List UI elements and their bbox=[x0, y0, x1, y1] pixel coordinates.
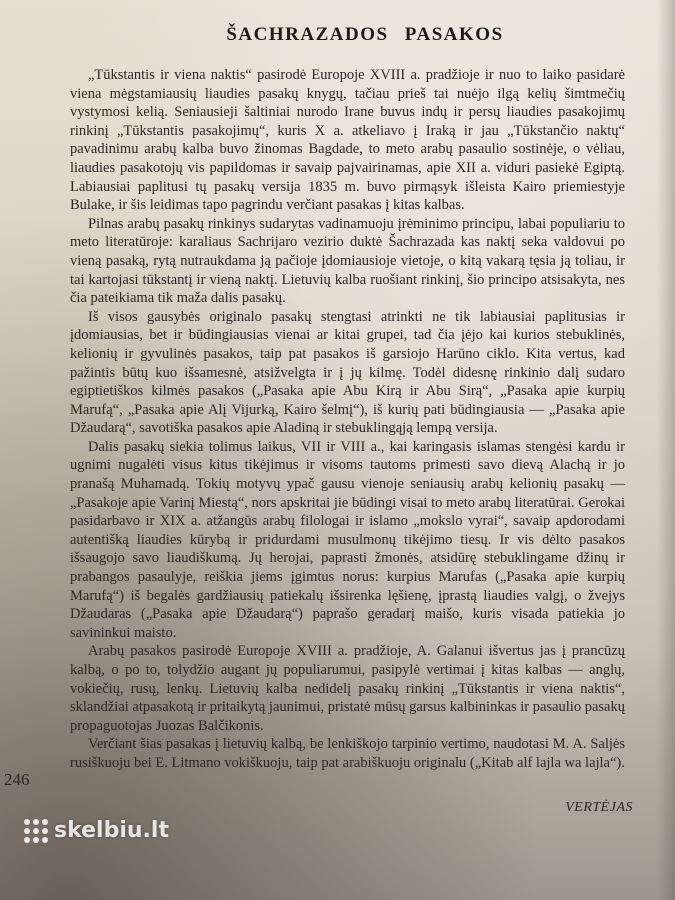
page-title: ŠACHRAZADOS PASAKOS bbox=[226, 24, 504, 45]
paragraph-1: „Tūkstantis ir viena naktis“ pasirodė Europoje XVIII a. pradžioje ir nuo to laiko pasidarė viena mėgstamiausių liaudies pasakų knygų, tačiau prieš tai nuėjo ilgą kelių šimtmečių vystymosi kelią. Seniausieji šaltiniai nurodo Irane buvus indų ir persų liaudies pasakojimų rinkinį „Tūkstantis pasakojimų“, kuris X a. atkeliavo į Iraką ir jau „Tūkstančio naktų“ pavadinimu arabų kalba buvo žinomas Bagdade, to meto arabų pasaulio sostinėje, o vėliau, liaudies pasakotojų vis papildomas ir savaip pajvairinamas, apie XII a. viduri pasiekė Egiptą. Labiausiai paplitusi tų pasakų versija 1835 m. buvo pirmąsyk išleista Kairo priemiestyje Bulake, ir šis leidimas tapo pagrindu verčiant pasakas į kitas kalbas. bbox=[70, 67, 625, 214]
translator-signature: VERTĖJAS bbox=[565, 800, 633, 815]
paragraph-5: Arabų pasakos pasirodė Europoje XVIII a. pradžioje, A. Galanui išvertus jas į prancūzų kalbą, o po to, tolydžio augant jų populiarumui, pasipylė vertimai į kitas kalbas — anglų, vokiečių, rusų, lenkų. Lietuvių kalba nedidelį pasakų rinkinį „Tūkstantis ir viena naktis“, sklandžiai atpasakotą ir pritaikytą jaunimui, pristatė mūsų garsus kalbininkas ir pasaulio pasakų propaguotojas Juozas Balčikonis. bbox=[70, 643, 625, 734]
page-edge-shadow bbox=[657, 0, 675, 900]
paragraph-3: Iš visos gausybės originalo pasakų stengtasi atrinkti ne tik labiausiai paplitusias ir įdomiausias, bet ir būdingiausias vienai ar kitai grupei, tad čia įėjo kai kurios stebuklinės, kelionių ir gyvulinės pasakos, taip pat pasakos iš garsiojo Harūno ciklo. Kita vertus, kad pažintis būtų kuo išsamesnė, atsižvelgta ir į jų kilmę. Todėl didesnę rinkinio dalį sudaro egiptietiškos kilmės pasakos („Pasaka apie Abu Kirą ir Abu Sirą“, „Pasaka apie kurpių Marufą“, „Pasaka apie Alį Vijurką, Kairo šelmį“), iš kurių pati būdingiausia — „Pasaka apie Džaudarą“, savotiška pasakos apie Aladiną ir stebuklingąją lempą versija. bbox=[70, 308, 625, 437]
page-number: 246 bbox=[4, 770, 30, 789]
site-watermark bbox=[24, 818, 169, 843]
watermark-text: skelbiu.lt bbox=[54, 818, 169, 843]
paragraph-6: Verčiant šias pasakas į lietuvių kalbą, be lenkiškojo tarpinio vertimo, naudotasi M. A. Saljės rusiškuoju bei E. Litmano vokiškuoju, taip pat arabiškuoju originalu („Kitab alf lajla wa lajla“). bbox=[70, 736, 625, 771]
paragraph-4: Dalis pasakų siekia tolimus laikus, VII ir VIII a., kai karingasis islamas stengėsi kardu ir ugnimi nugalėti visus kitus tikėjimus ir visoms tautoms primesti savo dievą Alachą ir jo pranašą Muhamadą. Tokių motyvų ypač gausu vienoje seniausių arabų kelionių pasakų — „Pasakoje apie Varinį Miestą“, nors apskritai jie būdingi visai to meto arabų literatūrai. Gerokai pasidarbavo ir XIX a. atžangūs arabų filologai ir islamo „mokslo vyrai“, savaip apdorodami autentišką liaudies kūrybą ir pridurdami musulmonų tikėjimo tiesų. Ir vis dėlto pasakos išsaugojo savo liaudiškumą. Jų herojai, paprasti žmonės, atsidūrę stebuklingame džinų ir prabangos pasaulyje, reiškia jiems įgimtus norus: kurpius Marufas („Pasaka apie kurpių Marufą“) iš begalės gardžiausių patiekalų išsirenka lęšienę, įprastą liaudies valgį, o žvejys Džaudaras („Pasaka apie Džaudarą“) paprašo geradarį maišo, kuris visada patiekia jo savininkui maisto. bbox=[70, 438, 625, 641]
body-text bbox=[70, 66, 625, 773]
dots-grid-icon bbox=[24, 819, 48, 843]
paragraph-2: Pilnas arabų pasakų rinkinys sudarytas vadinamuoju įrėminimo principu, labai populiariu to meto literatūroje: karaliaus Sachrijaro vezirio duktė Šachrazada kas naktį seka valdovui po vieną pasaką, rytą nutraukdama ją pačioje įdomiausioje vietoje, o kitą vakarą tęsia ją toliau, ir tai kartojasi tūkstantį ir vieną naktį. Lietuvių kalba ruošiant rinkinį, šio principo atsisakyta, nes čia pateikiama tik maža dalis pasakų. bbox=[70, 215, 625, 307]
